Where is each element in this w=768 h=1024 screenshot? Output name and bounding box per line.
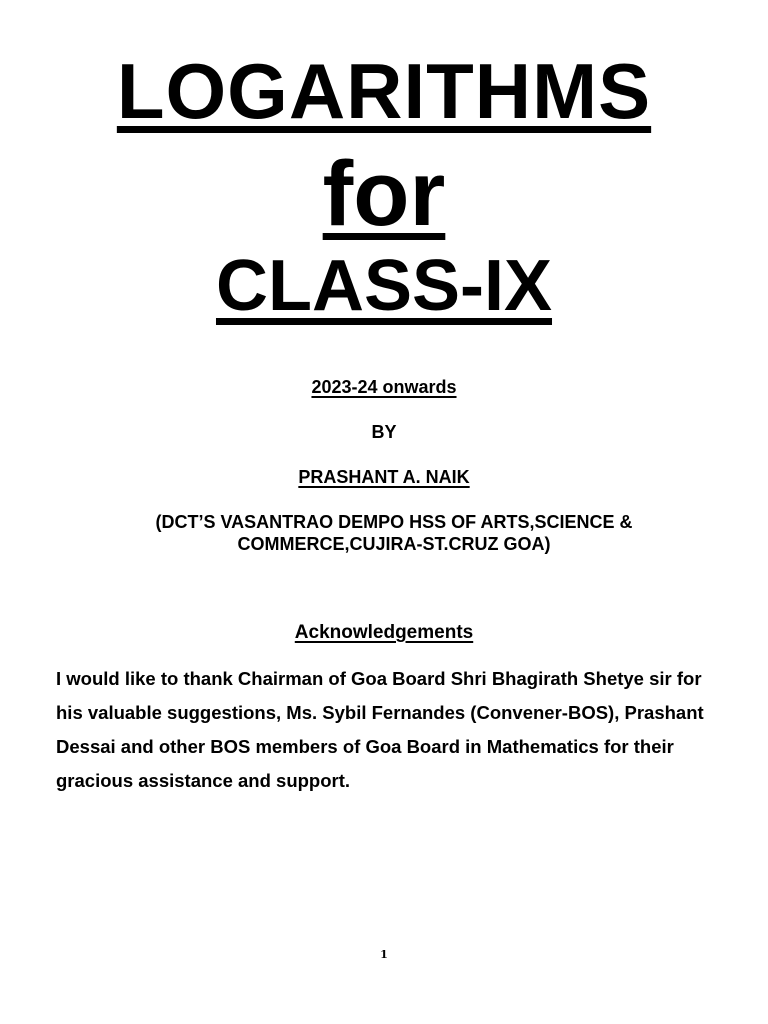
school-affiliation-text: (DCT’S VASANTRAO DEMPO HSS OF ARTS,SCIENCE & COMMERCE,CUJIRA-ST.CRUZ GOA)	[155, 512, 633, 554]
acknowledgements-heading-text: Acknowledgements	[294, 622, 474, 643]
title-line-logarithms-text: LOGARITHMS	[116, 47, 652, 135]
title-line-class-text: CLASS-IX	[215, 246, 553, 326]
title-line-for	[0, 143, 768, 245]
title-line-class	[0, 246, 768, 326]
school-affiliation	[100, 511, 688, 555]
edition-year	[0, 376, 768, 398]
acknowledgements-heading	[0, 622, 768, 644]
title-line-logarithms	[0, 47, 768, 135]
author-name-text: PRASHANT A. NAIK	[298, 467, 470, 487]
by-label-text: BY	[371, 422, 397, 442]
page-number: 1	[380, 948, 388, 961]
author-name	[0, 466, 768, 488]
title-line-for-text: for	[322, 143, 446, 245]
by-label	[0, 421, 768, 443]
acknowledgements-body: I would like to thank Chairman of Goa Board Shri Bhagirath Shetye sir for his valuable suggestions, Ms. Sybil Fernandes (Convener-BOS), Prashant Dessai and other BOS members of Goa Board in Mathematics for their gracious assistance and support.	[56, 668, 704, 791]
edition-year-text: 2023-24 onwards	[311, 377, 457, 397]
